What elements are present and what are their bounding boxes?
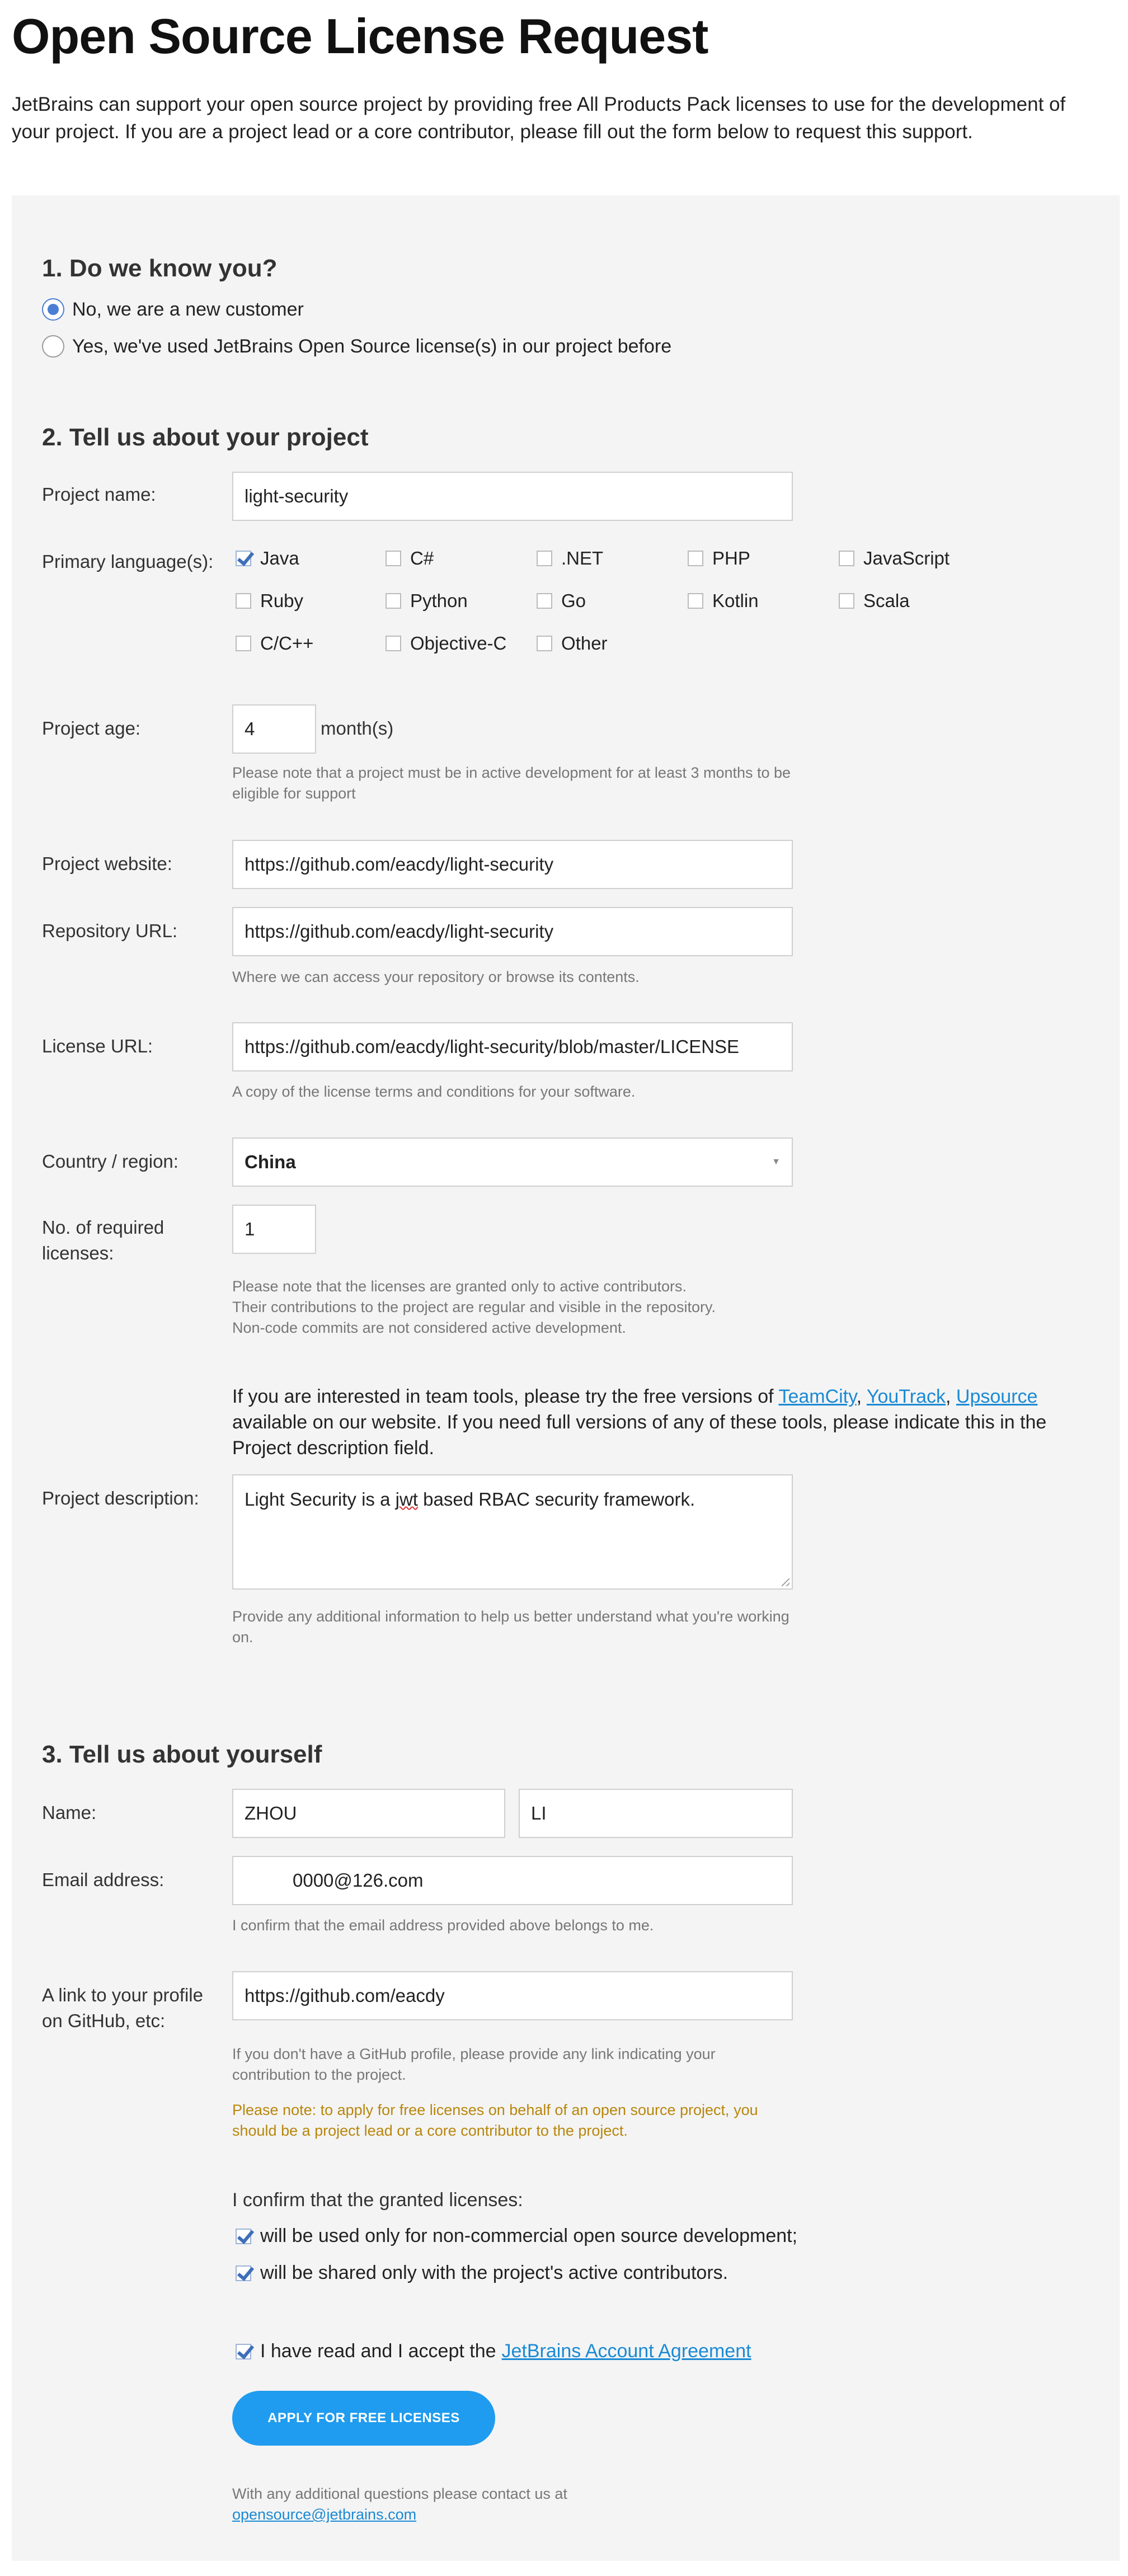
checkbox[interactable] — [386, 593, 401, 609]
checkbox[interactable] — [236, 636, 251, 651]
project-age-label: Project age: — [42, 718, 141, 739]
radio-button-checked[interactable] — [42, 298, 64, 321]
country-label: Country / region: — [42, 1151, 178, 1172]
language-label: Go — [561, 590, 586, 611]
checkbox[interactable] — [236, 593, 251, 609]
radio-label: No, we are a new customer — [72, 298, 304, 320]
checkbox[interactable] — [386, 636, 401, 651]
language-dotnet[interactable] — [537, 548, 603, 569]
project-age-hint: Please note that a project must be in active development for at least 3 months to be eligible for support — [232, 764, 791, 802]
description-text-after: based RBAC security framework. — [417, 1489, 695, 1510]
description-text-before: Light Security is a — [245, 1489, 396, 1510]
language-label: .NET — [561, 548, 604, 568]
email-hint: I confirm that the email address provided above belongs to me. — [232, 1917, 654, 1934]
language-objective-c[interactable] — [386, 633, 506, 654]
required-licenses-label: No. of required licenses: — [42, 1217, 164, 1263]
primary-languages-label: Primary language(s): — [42, 551, 214, 572]
contact-email-link[interactable]: opensource@jetbrains.com — [232, 2506, 417, 2523]
checkbox[interactable] — [537, 551, 552, 566]
project-website-label: Project website: — [42, 853, 172, 874]
checkbox[interactable] — [839, 551, 854, 566]
confirm-active-contributors[interactable] — [236, 2262, 728, 2284]
link-separator: , — [946, 1386, 956, 1407]
language-label: C# — [410, 548, 434, 568]
language-label: Python — [410, 590, 468, 611]
checkbox[interactable] — [386, 551, 401, 566]
hint-line: Please note that the licenses are granted only to active contributors. — [232, 1278, 687, 1295]
agreement-text: I have read and I accept the — [260, 2340, 496, 2362]
license-request-form — [12, 195, 1120, 2561]
country-value: China — [245, 1151, 296, 1172]
section-2-title: 2. Tell us about your project — [42, 424, 369, 451]
language-python[interactable] — [386, 590, 468, 612]
intro-text: JetBrains can support your open source project by providing free All Products Pack licenses to use for the development of your project. If you are a project lead or a core contributor, please fill out the form below to request this support. — [12, 93, 1066, 143]
project-lead-warning: Please note: to apply for free licenses on behalf of an open source project, you should be a project lead or a core contributor to the project. — [232, 2102, 758, 2139]
contact-text: With any additional questions please contact us at — [232, 2485, 567, 2502]
project-website-input[interactable]: https://github.com/eacdy/light-security — [232, 840, 793, 889]
accept-agreement[interactable] — [236, 2340, 751, 2362]
repository-url-hint: Where we can access your repository or browse its contents. — [232, 969, 640, 985]
checkbox-checked[interactable] — [236, 551, 251, 566]
checkbox[interactable] — [839, 593, 854, 609]
repository-url-input[interactable]: https://github.com/eacdy/light-security — [232, 907, 793, 956]
youtrack-link[interactable]: YouTrack — [866, 1386, 946, 1407]
required-licenses-input[interactable]: 1 — [232, 1205, 316, 1254]
hint-line: Non-code commits are not considered active development. — [232, 1319, 626, 1336]
project-age-input[interactable]: 4 — [232, 704, 316, 754]
radio-existing-customer[interactable] — [42, 335, 671, 358]
language-label: C/C++ — [260, 633, 314, 654]
profile-link-label: A link to your profile on GitHub, etc: — [42, 1985, 203, 2031]
project-name-input[interactable]: light-security — [232, 472, 793, 521]
project-age-unit: month(s) — [321, 718, 394, 739]
confirm-non-commercial[interactable] — [236, 2225, 797, 2247]
team-tools-text-before: If you are interested in team tools, please try the free versions of — [232, 1386, 779, 1407]
team-tools-text-after: available on our website. If you need full versions of any of these tools, please indicate this in the Project description field. — [232, 1412, 1047, 1459]
project-description-hint: Provide any additional information to help us better understand what you're working on. — [232, 1608, 789, 1646]
radio-new-customer[interactable] — [42, 298, 304, 321]
account-agreement-link[interactable]: JetBrains Account Agreement — [501, 2340, 751, 2362]
last-name-input[interactable]: LI — [519, 1789, 793, 1838]
teamcity-link[interactable]: TeamCity — [778, 1386, 857, 1407]
name-label: Name: — [42, 1802, 97, 1823]
profile-link-input[interactable]: https://github.com/eacdy — [232, 1971, 793, 2020]
section-1-title: 1. Do we know you? — [42, 255, 278, 282]
language-javascript[interactable] — [839, 548, 950, 569]
radio-label: Yes, we've used JetBrains Open Source license(s) in our project before — [72, 335, 672, 357]
upsource-link[interactable]: Upsource — [956, 1386, 1038, 1407]
project-description-textarea[interactable] — [232, 1474, 793, 1590]
checkbox-checked[interactable] — [236, 2229, 251, 2244]
radio-button[interactable] — [42, 335, 64, 358]
checkbox-checked[interactable] — [236, 2344, 251, 2359]
resize-handle-icon[interactable] — [782, 1578, 789, 1586]
checkbox-checked[interactable] — [236, 2265, 251, 2281]
language-label: JavaScript — [863, 548, 950, 568]
team-tools-note — [232, 1384, 1055, 1461]
first-name-input[interactable]: ZHOU — [232, 1789, 505, 1838]
language-label: PHP — [712, 548, 750, 568]
checkbox[interactable] — [688, 551, 703, 566]
misspelled-word: jwt — [395, 1489, 418, 1510]
language-label: Objective-C — [410, 633, 507, 654]
contact-info — [232, 2484, 797, 2525]
apply-for-free-licenses-button[interactable]: APPLY FOR FREE LICENSES — [232, 2391, 495, 2446]
language-label: Ruby — [260, 590, 304, 611]
confirm-label: will be shared only with the project's active contributors. — [260, 2262, 728, 2283]
checkbox[interactable] — [688, 593, 703, 609]
project-name-label: Project name: — [42, 484, 156, 505]
language-label: Java — [260, 548, 299, 568]
language-ruby[interactable] — [236, 590, 303, 612]
language-php[interactable] — [688, 548, 750, 569]
language-kotlin[interactable] — [688, 590, 759, 612]
language-java[interactable] — [236, 548, 299, 569]
language-label: Scala — [863, 590, 910, 611]
confirm-label: will be used only for non-commercial open source development; — [260, 2225, 798, 2246]
language-csharp[interactable] — [386, 548, 434, 569]
country-select[interactable] — [232, 1137, 793, 1187]
dropdown-arrow-icon: ▼ — [772, 1157, 781, 1167]
license-url-label: License URL: — [42, 1036, 153, 1056]
license-url-input[interactable]: https://github.com/eacdy/light-security/blob/master/LICENSE — [232, 1022, 793, 1071]
section-3-title: 3. Tell us about yourself — [42, 1741, 322, 1768]
hint-line: Their contributions to the project are regular and visible in the repository. — [232, 1299, 716, 1315]
checkbox[interactable] — [537, 593, 552, 609]
email-input[interactable]: 0000@126.com — [232, 1856, 793, 1905]
language-go[interactable] — [537, 590, 586, 612]
language-other[interactable] — [537, 633, 608, 654]
link-separator: , — [856, 1386, 867, 1407]
language-cpp[interactable] — [236, 633, 313, 654]
language-scala[interactable] — [839, 590, 910, 612]
license-url-hint: A copy of the license terms and conditions for your software. — [232, 1083, 636, 1100]
language-label: Other — [561, 633, 608, 654]
profile-link-hint: If you don't have a GitHub profile, please provide any link indicating your contribution to the project. — [232, 2046, 716, 2083]
language-label: Kotlin — [712, 590, 759, 611]
email-label: Email address: — [42, 1869, 164, 1890]
confirm-heading: I confirm that the granted licenses: — [232, 2189, 523, 2211]
repository-url-label: Repository URL: — [42, 920, 178, 941]
required-licenses-hint — [232, 1276, 848, 1338]
checkbox[interactable] — [537, 636, 552, 651]
project-description-label: Project description: — [42, 1488, 199, 1508]
page-title: Open Source License Request — [12, 8, 708, 64]
